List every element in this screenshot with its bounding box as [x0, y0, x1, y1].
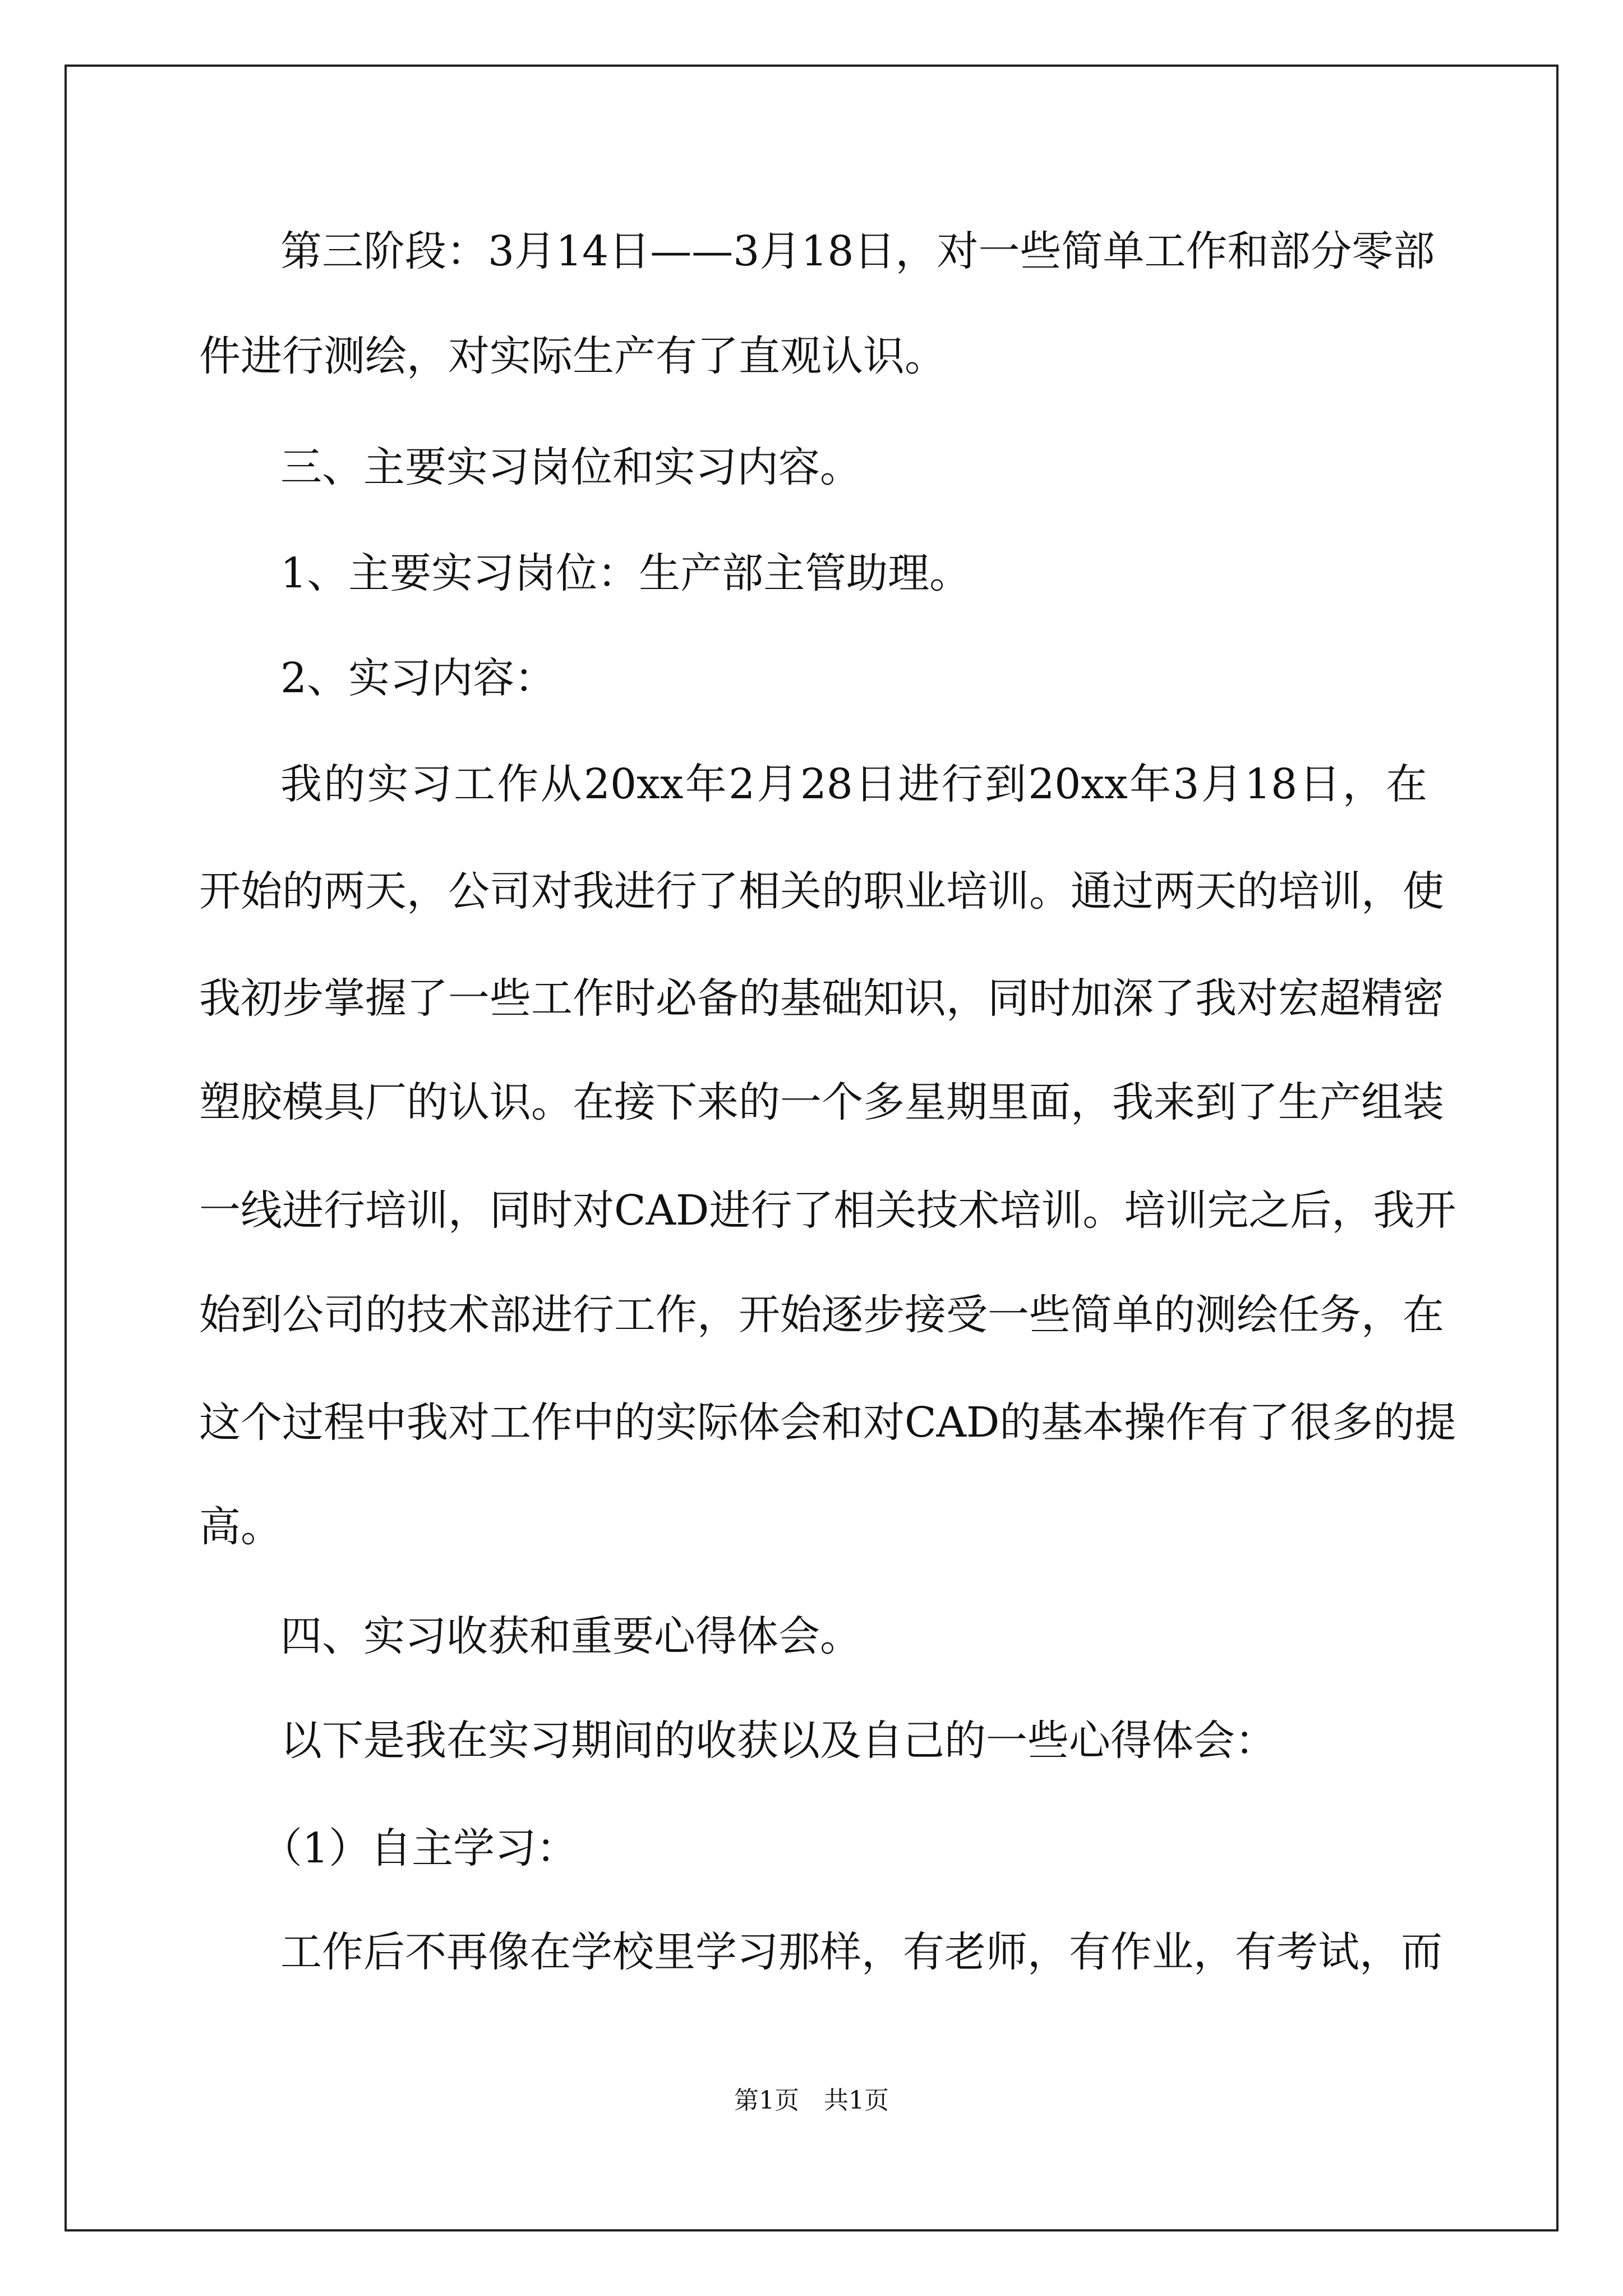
paragraph-line: 件进行测绘，对实际生产有了直观认识。 [199, 332, 946, 380]
page-border [64, 65, 1559, 2231]
paragraph-line: 开始的两天，公司对我进行了相关的职业培训。通过两天的培训，使 [199, 867, 1444, 915]
paragraph-line: 高。 [199, 1503, 282, 1551]
paragraph-line: 2、实习内容： [280, 654, 556, 702]
paragraph-line: 1、主要实习岗位：生产部主管助理。 [280, 549, 971, 597]
paragraph-line: 这个过程中我对工作中的实际体会和对CAD的基本操作有了很多的提 [199, 1398, 1456, 1447]
paragraph-line: 第三阶段：3月14日——3月18日，对一些简单工作和部分零部 [280, 227, 1435, 275]
paragraph-line: 工作后不再像在学校里学习那样，有老师，有作业，有考试，而 [280, 1928, 1442, 1976]
paragraph-line: 一线进行培训，同时对CAD进行了相关技术培训。培训完之后，我开 [199, 1186, 1456, 1235]
page-footer: 第1页 共1页 [734, 2086, 889, 2115]
paragraph-line: 以下是我在实习期间的收获以及自己的一些心得体会： [280, 1717, 1276, 1765]
paragraph-line: 我初步掌握了一些工作时必备的基础知识，同时加深了我对宏超精密 [199, 974, 1444, 1023]
paragraph-line: 始到公司的技术部进行工作，开始逐步接受一些简单的测绘任务，在 [199, 1291, 1444, 1339]
section-heading: 三、主要实习岗位和实习内容。 [280, 443, 861, 491]
paragraph-line: 塑胶模具厂的认识。在接下来的一个多星期里面，我来到了生产组装 [199, 1078, 1444, 1126]
paragraph-line: 我的实习工作从20xx年2月28日进行到20xx年3月18日，在 [280, 760, 1427, 808]
subsection-heading: （1）自主学习： [261, 1824, 578, 1872]
section-heading: 四、实习收获和重要心得体会。 [280, 1612, 861, 1660]
